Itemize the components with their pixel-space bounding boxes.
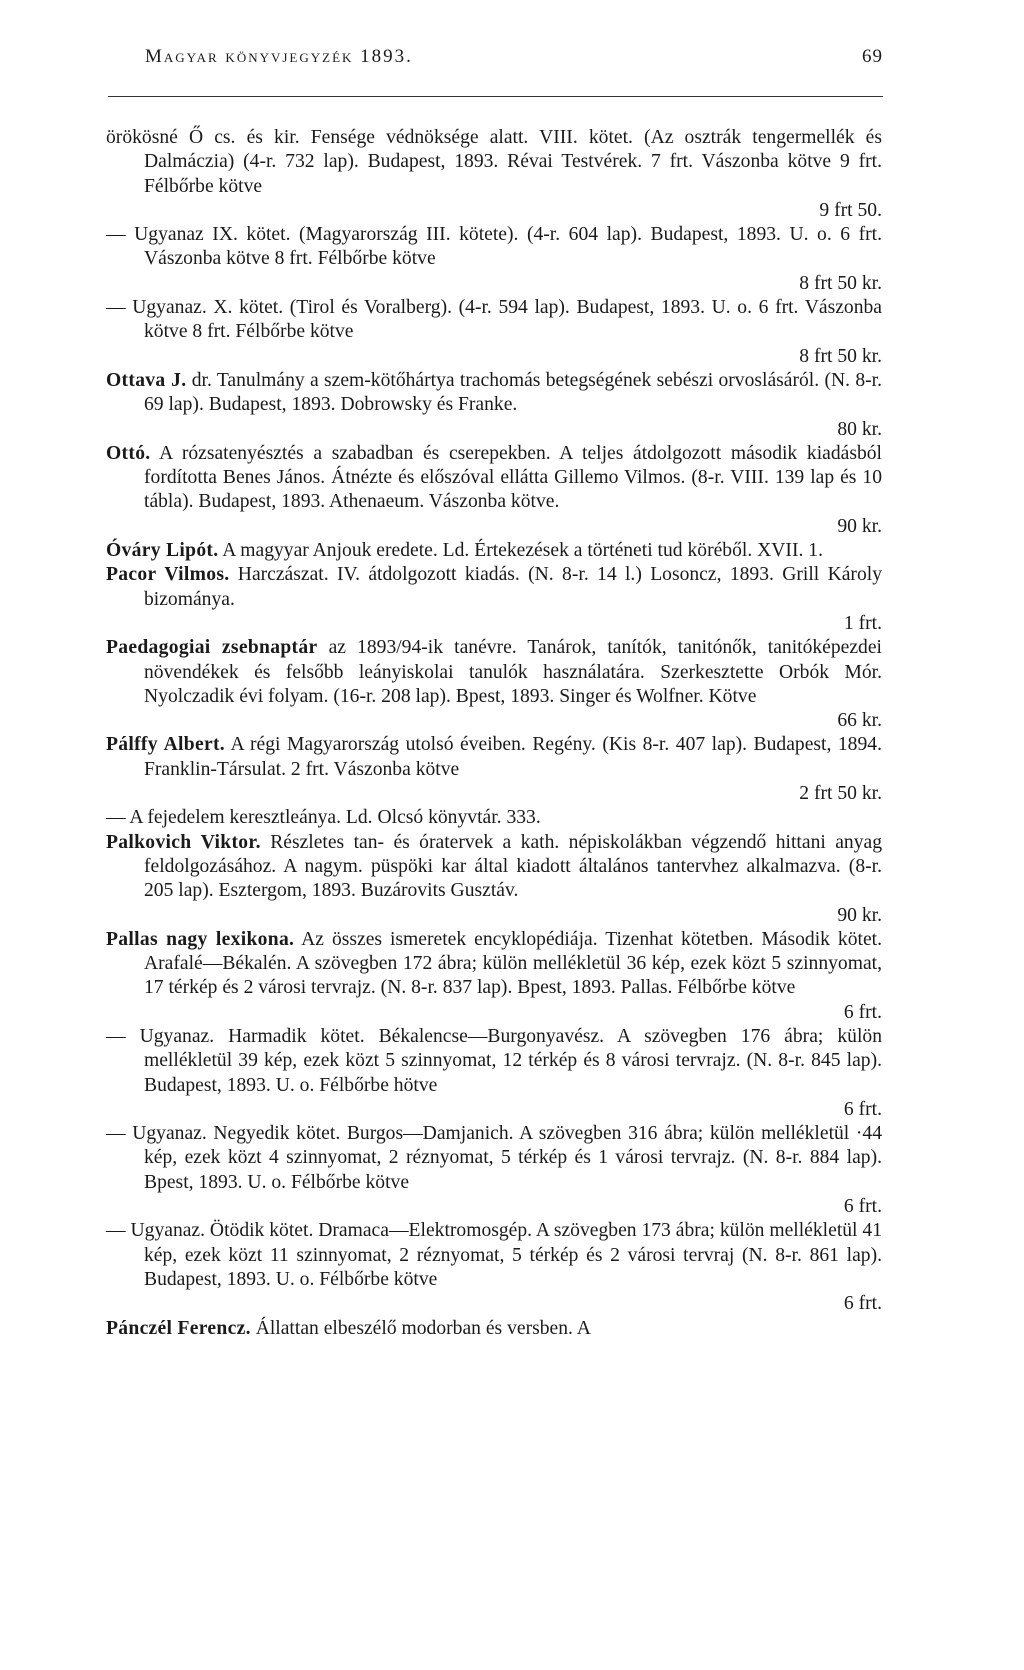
entry-text: az 1893/94-ik tanévre. Tanárok, tanítók, tanitónők, tanitóképezdei növendékek és felsőbb leányiskolai tanulók használatára. Szerkesztette Orbók Mór. Nyolczadik évi folyam. (16-r. 208 lap). Bpest, 1893. Singer és Wolfner. Kötve xyxy=(144,637,882,707)
entry-price: 90 kr. xyxy=(837,904,882,926)
entry-text: Részletes tan- és óratervek a kath. népiskolákban végzendő hittani anyag feldolgozásához. A nagym. püspöki kar által kiadott általános tantervhez alkalmazva. (8-r. 205 lap). Esztergom, 1893. Buzárovits Gusztáv. xyxy=(144,831,882,902)
running-title: Magyar könyvjegyzék 1893. xyxy=(145,46,413,67)
catalog-entry xyxy=(106,442,882,539)
catalog-body xyxy=(106,126,882,1341)
entry-price: 8 frt 50 kr. xyxy=(799,272,882,294)
catalog-entry xyxy=(106,1317,882,1341)
catalog-entry xyxy=(106,1025,882,1122)
entry-author: Palkovich Viktor. xyxy=(106,831,261,853)
entry-price: 90 kr. xyxy=(837,515,882,537)
entry-text: — Ugyanaz. Negyedik kötet. Burgos—Damjanich. A szövegben 316 ábra; külön mellékletül ·44 kép, ezek közt 4 szinnyomat, 2 réznyomat, 5 térkép és 1 városi tervrajz. (N. 8-r. 884 lap). Bpest, 1893. U. o. Félbőrbe kötve xyxy=(106,1123,882,1193)
catalog-entry xyxy=(106,539,882,563)
page-number: 69 xyxy=(862,46,883,67)
entry-text: — A fejedelem keresztleánya. Ld. Olcsó könyvtár. 333. xyxy=(106,807,541,829)
entry-author: Paedagogiai zsebnaptár xyxy=(106,637,318,659)
entry-text: — Ugyanaz IX. kötet. (Magyarország III. kötete). (4-r. 604 lap). Budapest, 1893. U. o. 6 frt. Vászonba kötve 8 frt. Félbőrbe kötve xyxy=(106,224,882,270)
entry-text: A magyyar Anjouk eredete. Ld. Értekezések a történeti tud köréből. XVII. 1. xyxy=(222,540,823,562)
entry-price: 80 kr. xyxy=(837,418,882,440)
catalog-entry xyxy=(106,831,882,928)
catalog-entry xyxy=(106,733,882,806)
entry-text: Harczászat. IV. átdolgozott kiadás. (N. 8-r. 14 l.) Losoncz, 1893. Grill Károly bizománya. xyxy=(144,564,882,610)
entry-price: 6 frt. xyxy=(843,1293,882,1315)
entry-author: Óváry Lipót. xyxy=(106,540,219,562)
entry-author: Pánczél Ferencz. xyxy=(106,1317,251,1339)
catalog-entry xyxy=(106,126,882,223)
entry-price: 8 frt 50 kr. xyxy=(799,345,882,367)
entry-text: Az összes ismeretek encyklopédiája. Tizenhat kötetben. Második kötet. Arafalé—Békalén. A szövegben 172 ábra; külön mellékletül 36 kép, ezek közt 5 szinnyomat, 17 térkép és 2 városi tervrajz. (N. 8-r. 837 lap). Bpest, 1893. Pallas. Félbőrbe kötve xyxy=(144,928,882,999)
entry-author: Ottó. xyxy=(106,442,151,464)
entry-author: Pallas nagy lexikona. xyxy=(106,928,295,950)
catalog-entry xyxy=(106,296,882,369)
entry-text: A rózsatenyésztés a szabadban és cserepekben. A teljes átdolgozott második kiadásból fordította Benes János. Átnézte és előszóval ellátta Gillemo Vilmos. (8-r. VIII. 139 lap és 10 tábla). Budapest, 1893. Athenaeum. Vászonba kötve. xyxy=(144,442,882,513)
entry-text: dr. Tanulmány a szem-kötőhártya trachomás betegségének sebészi orvoslásáról. (N. 8-r. 69 lap). Budapest, 1893. Dobrowsky és Franke. xyxy=(144,369,882,416)
entry-price: 6 frt. xyxy=(843,1001,882,1023)
entry-price: 66 kr. xyxy=(837,710,882,732)
entry-text: — Ugyanaz. Harmadik kötet. Békalencse—Burgonyavész. A szövegben 176 ábra; külön mellékletül 39 kép, ezek közt 5 szinnyomat, 12 térkép és 8 városi tervrajz. (N. 8-r. 845 lap). Budapest, 1893. U. o. Félbőrbe hötve xyxy=(106,1025,882,1096)
catalog-entry xyxy=(106,369,882,442)
catalog-entry xyxy=(106,928,882,1025)
catalog-entry xyxy=(106,563,882,636)
catalog-entry xyxy=(106,1122,882,1219)
entry-text: örökösné Ő cs. és kir. Fensége védnöksége alatt. VIII. kötet. (Az osztrák tengermellék és Dalmáczia) (4-r. 732 lap). Budapest, 1893. Révai Testvérek. 7 frt. Vászonba kötve 9 frt. Félbőrbe kötve xyxy=(106,127,882,197)
entry-author: Ottava J. xyxy=(106,369,187,391)
entry-text: — Ugyanaz. Ötödik kötet. Dramaca—Elektromosgép. A szövegben 173 ábra; külön mellékletül 41 kép, ezek közt 11 szinnyomat, 2 réznyomat, 5 térkép és 2 városi tervraj (N. 8-r. 861 lap). Budapest, 1893. U. o. Félbőrbe kötve xyxy=(106,1220,882,1290)
entry-author: Pacor Vilmos. xyxy=(106,564,230,586)
entry-price: 9 frt 50. xyxy=(819,199,882,221)
catalog-entry xyxy=(106,1219,882,1316)
header-rule xyxy=(108,96,883,97)
entry-text: A régi Magyarország utolsó éveiben. Regény. (Kis 8-r. 407 lap). Budapest, 1894. Franklin-Társulat. 2 frt. Vászonba kötve xyxy=(144,734,882,780)
entry-price: 6 frt. xyxy=(843,1196,882,1218)
entry-text: Állattan elbeszélő modorban és versben. A xyxy=(255,1317,591,1339)
running-header xyxy=(145,46,883,76)
catalog-entry xyxy=(106,636,882,733)
catalog-entry xyxy=(106,806,882,830)
entry-text: — Ugyanaz. X. kötet. (Tirol és Voralberg). (4-r. 594 lap). Budapest, 1893. U. o. 6 frt. Vászonba kötve 8 frt. Félbőrbe kötve xyxy=(106,297,882,343)
entry-price: 2 frt 50 kr. xyxy=(799,783,882,805)
entry-price: 1 frt. xyxy=(843,612,882,634)
entry-author: Pálffy Albert. xyxy=(106,734,225,756)
entry-price: 6 frt. xyxy=(843,1098,882,1120)
catalog-entry xyxy=(106,223,882,296)
